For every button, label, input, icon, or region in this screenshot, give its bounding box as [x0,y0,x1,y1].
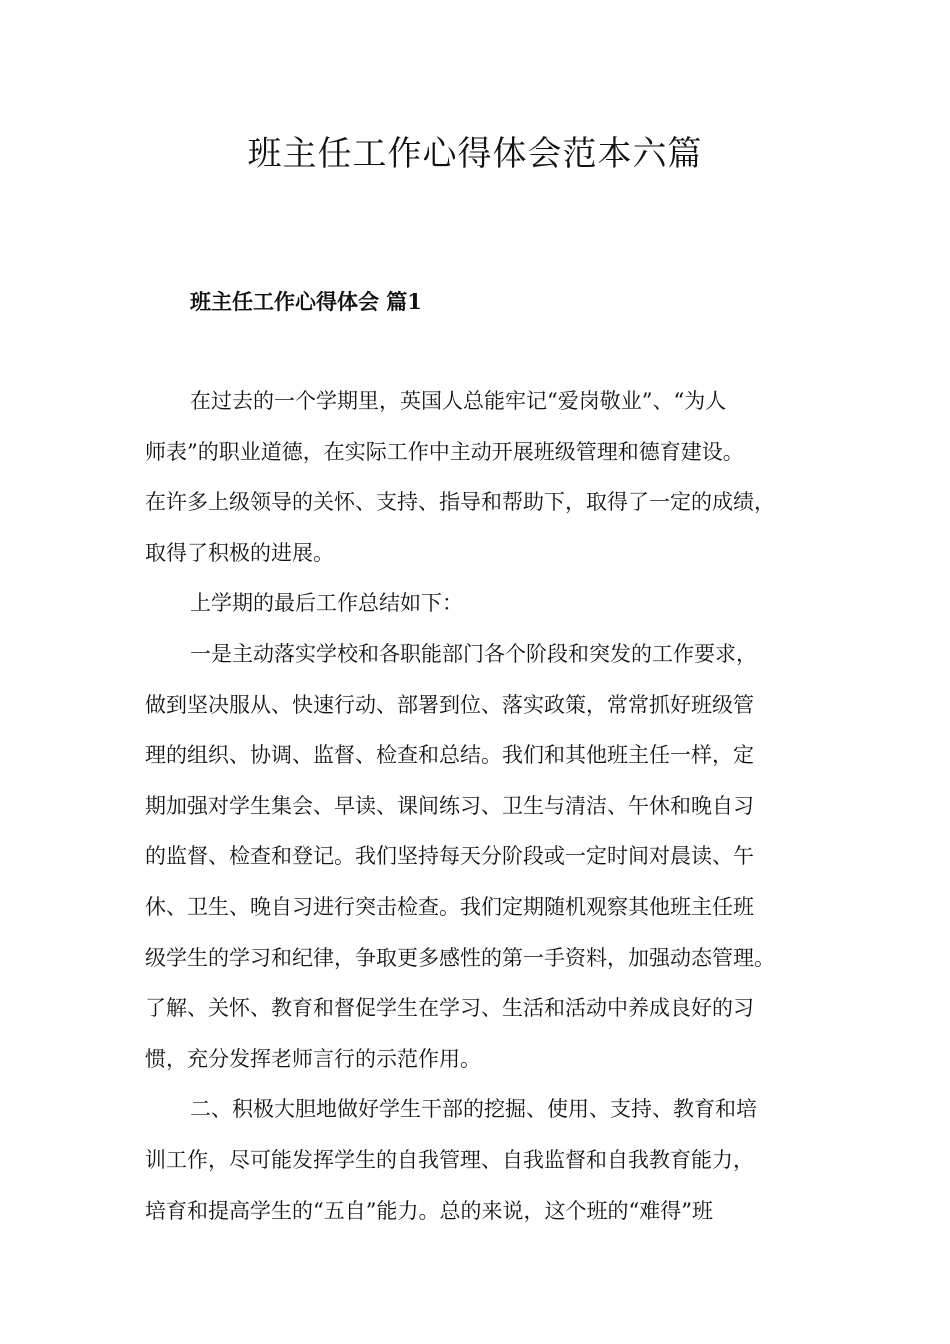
body-line: 的监督、检查和登记。我们坚持每天分阶段或一定时间对晨读、午 [145,844,754,869]
body-line: 培育和提高学生的“五自”能力。总的来说，这个班的“难得”班 [145,1198,713,1223]
body-line: 在过去的一个学期里，英国人总能牢记“爱岗敬业”、“为人 [190,389,727,413]
document-body [145,385,825,1245]
body-line: 二、积极大胆地做好学生干部的挖掘、使用、支持、教育和培 [190,1097,757,1122]
body-line: 师表”的职业道德，在实际工作中主动开展班级管理和德育建设。 [145,439,744,464]
section-heading: 班主任工作心得体会 篇1 [190,289,422,314]
body-line: 休、卫生、晚自习进行突击检查。我们定期随机观察其他班主任班 [145,894,754,919]
body-line: 做到坚决服从、快速行动、部署到位、落实政策，常常抓好班级管 [145,692,754,717]
body-line: 训工作，尽可能发挥学生的自我管理、自我监督和自我教育能力， [145,1147,754,1172]
body-line: 级学生的学习和纪律，争取更多感性的第一手资料，加强动态管理。 [145,945,775,970]
body-line: 在许多上级领导的关怀、支持、指导和帮助下，取得了一定的成绩， [145,490,775,515]
body-line: 一是主动落实学校和各职能部门各个阶段和突发的工作要求， [190,641,757,666]
body-line: 了解、关怀、教育和督促学生在学习、生活和活动中养成良好的习 [145,996,754,1021]
body-line: 惯，充分发挥老师言行的示范作用。 [145,1046,481,1071]
body-line: 上学期的最后工作总结如下： [190,591,463,616]
body-line: 取得了积极的进展。 [145,540,334,565]
body-line: 理的组织、协调、监督、检查和总结。我们和其他班主任一样，定 [145,743,754,768]
document-title: 班主任工作心得体会范本六篇 [247,134,703,174]
body-line: 期加强对学生集会、早读、课间练习、卫生与清洁、午休和晚自习 [145,793,754,818]
